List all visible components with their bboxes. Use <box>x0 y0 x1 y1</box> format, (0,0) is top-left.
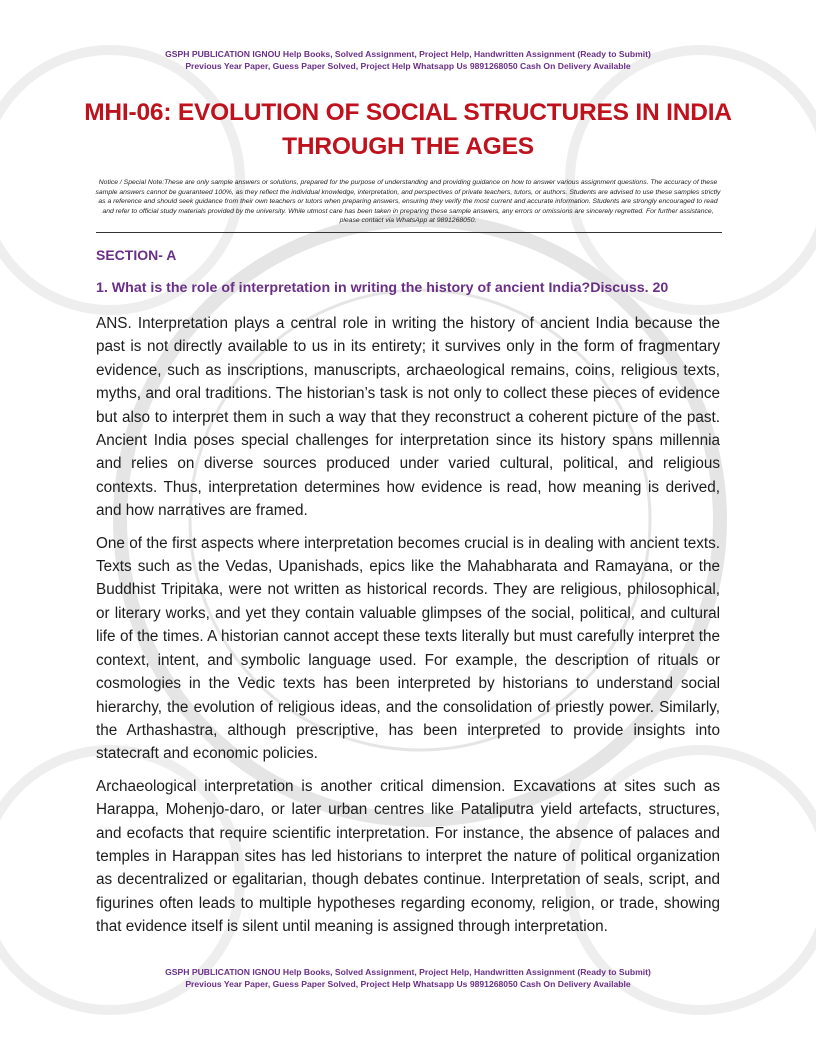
footer-line-2: Previous Year Paper, Guess Paper Solved, Project Help Whatsapp Us 9891268050 Cash On Delivery Available <box>185 979 631 989</box>
page-header <box>0 48 816 72</box>
answer-body <box>96 312 720 948</box>
page-footer <box>0 966 816 990</box>
question-heading: 1. What is the role of interpretation in writing the history of ancient India?Discuss. 20 <box>96 280 669 296</box>
paragraph: One of the first aspects where interpretation becomes crucial is in dealing with ancient texts. Texts such as the Vedas, Upanishads, epics like the Mahabharata and Ramayana, or the Buddhist Tripitaka, were not written as historical records. They are religious, philosophical, or literary works, and yet they contain valuable glimpses of the social, political, and cultural life of the times. A historian cannot accept these texts literally but must carefully interpret the context, intent, and symbolic language used. For example, the description of rituals or cosmologies in the Vedic texts has been interpreted by historians to understand social hierarchy, the evolution of religious ideas, and the consolidation of priestly power. Similarly, the Arthashastra, although prescriptive, has been interpreted to provide insights into statecraft and economic policies. <box>96 534 720 763</box>
paragraph: ANS. Interpretation plays a central role in writing the history of ancient India because the past is not directly available to us in its entirety; it survives only in the form of fragmentary evidence, such as inscriptions, manuscripts, archaeological remains, coins, religious texts, myths, and oral traditions. The historian’s task is not only to collect these pieces of evidence but also to interpret them in such a way that they reconstruct a coherent picture of the past. Ancient India poses special challenges for interpretation since its history spans millennia and relies on diverse sources produced under varied cultural, political, and religious contexts. Thus, interpretation determines how evidence is read, how meaning is derived, and how narratives are framed. <box>96 315 720 520</box>
paragraph: Archaeological interpretation is another critical dimension. Excavations at sites such as Harappa, Mohenjo-daro, or later urban centres like Pataliputra yield artefacts, structures, and ecofacts that require scientific interpretation. For instance, the absence of palaces and temples in Harappan sites has led historians to interpret the nature of political organization as decentralized or egalitarian, though debates continue. Interpretation of seals, script, and figurines often leads to multiple hypotheses regarding economy, religion, or trade, showing that evidence itself is silent until meaning is assigned through interpretation. <box>96 777 720 936</box>
section-heading: SECTION- A <box>96 247 177 263</box>
header-line-1: GSPH PUBLICATION IGNOU Help Books, Solved Assignment, Project Help, Handwritten Assignment (Ready to Submit) <box>165 49 651 59</box>
footer-line-1: GSPH PUBLICATION IGNOU Help Books, Solved Assignment, Project Help, Handwritten Assignment (Ready to Submit) <box>165 967 651 977</box>
notice-text: Notice / Special Note:These are only sample answers or solutions, prepared for the purpose of understanding and providing guidance on how to answer various assignment questions. The accuracy of these sample answers cannot be guaranteed 100%, as they reflect the individual knowledge, interpretation, and perspectives of private teachers, tutors, or authors. Students are advised to use these samples strictly as a reference and should seek guidance from their own teachers or tutors when preparing answers, ensuring they verify the most current and accurate information. Students are strongly encouraged to read and refer to official study materials provided by the university. While utmost care has been taken in preparing these sample answers, any errors or omissions are sincerely regretted. For further assistance, please contact via WhatsApp at 9891268050. <box>95 179 721 225</box>
divider <box>96 232 722 233</box>
document-title: MHI-06: EVOLUTION OF SOCIAL STRUCTURES IN INDIA THROUGH THE AGES <box>84 99 732 160</box>
header-line-2: Previous Year Paper, Guess Paper Solved, Project Help Whatsapp Us 9891268050 Cash On Delivery Available <box>185 61 631 71</box>
